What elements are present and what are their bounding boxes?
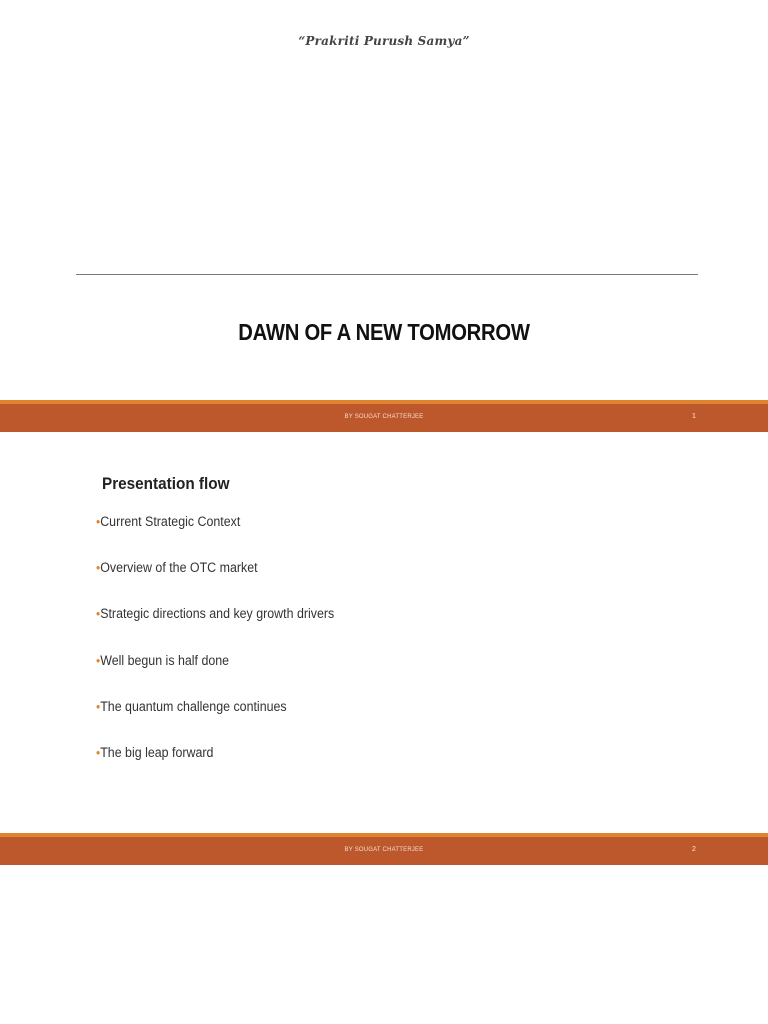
list-item-text: Strategic directions and key growth drivers: [100, 606, 335, 622]
list-item-text: Well begun is half done: [100, 652, 230, 668]
bullet-icon: •: [96, 744, 101, 760]
title-divider: [76, 274, 698, 275]
slide-1: [0, 0, 768, 432]
page-number: 1: [692, 413, 696, 420]
list-item-text: Overview of the OTC market: [100, 560, 258, 576]
list-item-text: The quantum challenge continues: [100, 698, 287, 714]
slide-2-footer: [0, 833, 768, 865]
list-item: [96, 745, 334, 791]
list-item: [96, 699, 334, 745]
bullet-icon: •: [96, 514, 101, 529]
slide-title: DAWN OF A NEW TOMORROW: [238, 319, 530, 345]
presentation-flow-heading: Presentation flow: [102, 474, 230, 493]
slide-quote: “Prakriti Purush Samya”: [298, 34, 470, 48]
list-item-text: The big leap forward: [100, 744, 214, 760]
list-item: [96, 514, 334, 560]
bullet-icon: •: [96, 652, 101, 668]
list-item: [96, 653, 334, 699]
footer-author: BY SOUGAT CHATTERJEE: [344, 847, 424, 853]
page-number: 2: [692, 846, 696, 853]
presentation-flow-list: [96, 514, 355, 791]
footer-author: BY SOUGAT CHATTERJEE: [344, 414, 424, 420]
list-item: [96, 560, 334, 606]
bullet-icon: •: [96, 606, 101, 622]
list-item-text: Current Strategic Context: [100, 514, 241, 529]
slide-1-footer: [0, 400, 768, 432]
bullet-icon: •: [96, 560, 101, 576]
list-item: [96, 606, 334, 652]
bullet-icon: •: [96, 698, 101, 714]
